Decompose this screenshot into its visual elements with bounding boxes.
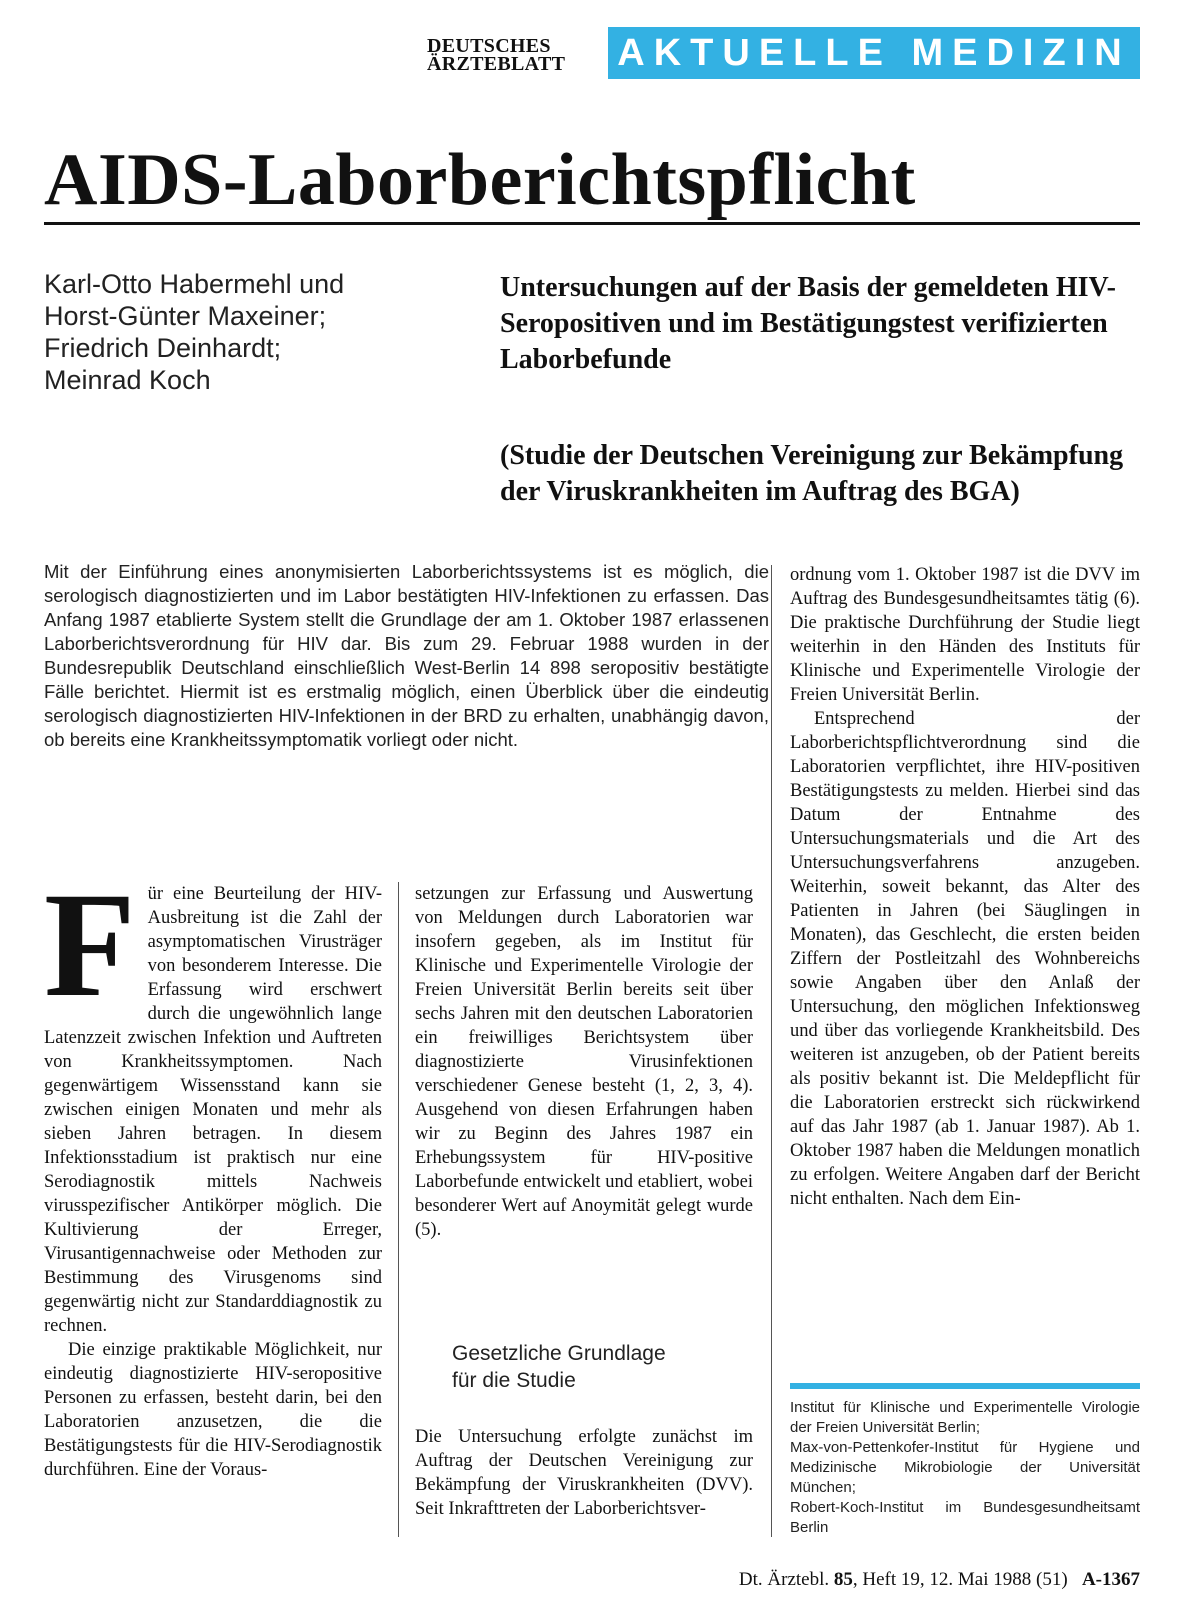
study-note: (Studie der Deutschen Vereinigung zur Bekämpfung der Viruskrankheiten im Auftrag des BGA) — [500, 440, 1124, 507]
logo-line-1: DEUTSCHES — [427, 35, 551, 57]
article-subtitle: Untersuchungen auf der Basis der gemeldeten HIV-Seropositiven und im Bestätigungstest verifizierten Laborbefunde — [500, 272, 1116, 375]
volume-number: 85 — [833, 1569, 853, 1590]
logo-line-2: ÄRZTEBLATT — [427, 53, 566, 75]
drop-cap: F — [44, 862, 136, 1028]
affiliation-item: Max-von-Pettenkofer-Institut für Hygiene und Medizinische Mikrobiologie der Universität München; — [790, 1439, 1140, 1496]
section-heading-line: für die Studie — [452, 1369, 576, 1392]
body-paragraph: Entsprechend der Laborberichtspflichtverordnung sind die Laboratorien verpflichtet, ihre HIV-positiven Bestätigungstests zu melden. Hierbei sind das Datum der Entnahme des Untersuchungsmaterials und die Art des Untersuchungsverfahrens anzugeben. Weiterhin, soweit bekannt, das Alter des Patienten in Jahren (bei Säuglingen in Monaten), das Geschlecht, die ersten beiden Ziffern der Postleitzahl des Wohnbereichs sowie Angaben über den Anlaß der Untersuchung, den möglichen Infektionsweg und über das vorliegende Krankheitsbild. Des weiteren ist anzugeben, ob der Patient bereits als positiv bekannt ist. Die Meldepflicht für die Laboratorien erstreckt sich rückwirkend auf das Jahr 1987 (ab 1. Januar 1987). Ab 1. Oktober 1987 haben die Meldungen monatlich zu erfolgen. Weitere Angaben darf der Bericht nicht enthalten. Nach dem Ein- — [790, 709, 1140, 1209]
affiliation-item: Institut für Klinische und Experimentelle Virologie der Freien Universität Berlin; — [790, 1399, 1140, 1436]
section-banner: AKTUELLE MEDIZIN — [608, 27, 1140, 79]
issue-date: , Heft 19, 12. Mai 1988 (51) — [852, 1569, 1068, 1590]
body-paragraph: ordnung vom 1. Oktober 1987 ist die DVV im Auftrag des Bundesgesundheitsamtes tätig (6). Die praktische Durchführung der Studie liegt weiterhin in den Händen des Instituts für Klinische und Experimentelle Virologie der Freien Universität Berlin. — [790, 565, 1140, 705]
journal-logo — [427, 37, 589, 73]
body-paragraph: setzungen zur Erfassung und Auswertung von Meldungen durch Laboratorien war insofern gegeben, als im Institut für Klinische und Experimentelle Virologie der Freien Universität Berlin bereits seit über sechs Jahren mit den deutschen Laboratorien ein freiwilliges Berichtsystem über diagnostizierte Virusinfektionen verschiedener Genese besteht (1, 2, 3, 4). Ausgehend von diesen Erfahrungen haben wir zu Beginn des Jahres 1987 ein Erhebungssystem für HIV-positive Laborbefunde entwickelt und etabliert, wobei besonderer Wert auf Anoymität gelegt wurde (5). — [415, 884, 753, 1240]
author-line: Karl-Otto Habermehl und — [44, 269, 345, 299]
section-heading — [452, 1340, 752, 1394]
author-line: Horst-Günter Maxeiner; — [44, 301, 327, 331]
body-paragraph — [44, 862, 382, 1338]
page-number: A-1367 — [1081, 1569, 1140, 1590]
body-column-1 — [44, 862, 382, 1482]
body-column-3 — [790, 563, 1140, 1211]
body-paragraph: Die einzige praktikable Möglichkeit, nur eindeutig diagnostizierte HIV-seropositive Personen zu erfassen, besteht darin, bei den Laboratorien anzusetzen, die die Bestätigungstests für die HIV-Serodiagnostik durchführen. Eine der Voraus- — [44, 1340, 382, 1480]
body-column-2 — [415, 882, 753, 1242]
author-line: Meinrad Koch — [44, 365, 211, 395]
article-title: AIDS-Laborberichtspflicht — [44, 139, 916, 221]
affiliation-item: Robert-Koch-Institut im Bundesgesundheitsamt Berlin — [790, 1499, 1140, 1536]
journal-name: Dt. Ärztebl. — [738, 1569, 830, 1590]
author-list — [44, 268, 444, 396]
body-column-2-continued — [415, 1425, 753, 1521]
column-divider — [398, 882, 399, 1537]
paragraph-text: ür eine Beurteilung der HIV-Ausbreitung ist die Zahl der asymptomatischen Virusträger von besonderem Interesse. Die Erfassung wird erschwert durch die ungewöhnlich lange Latenzzeit zwischen Infektion und Auftreten von Krankheitssymptomen. Nach gegenwärtigem Wissensstand kann sie zwischen einigen Monaten und mehr als sieben Jahren betragen. In diesem Infektionsstadium ist praktisch nur eine Serodiagnostik mittels Nachweis virusspezifischer Antikörper möglich. Die Kultivierung der Erreger, Virusantigennachweise oder Methoden zur Bestimmung des Virusgenoms sind gegenwärtig nicht zur Standarddiagnostik zu rechnen. — [44, 884, 382, 1336]
affiliation-rule — [790, 1383, 1140, 1389]
body-paragraph: Die Untersuchung erfolgte zunächst im Auftrag der Deutschen Vereinigung zur Bekämpfung der Viruskrankheiten (DVV). Seit Inkrafttreten der Laborberichtsver- — [415, 1427, 753, 1519]
footer-citation — [620, 1568, 1140, 1592]
affiliation-list — [790, 1398, 1140, 1538]
intro-abstract: Mit der Einführung eines anonymisierten Laborberichtssystems ist es möglich, die serologisch diagnostizierten und im Labor bestätigten HIV-Infektionen zu erfassen. Das Anfang 1987 etablierte System stellt die Grundlage der am 1. Oktober 1987 erlassenen Laborberichtsverordnung für HIV dar. Bis zum 29. Februar 1988 wurden in der Bundesrepublik Deutschland einschließlich West-Berlin 14 898 seropositiv bestätigte Fälle berichtet. Hiermit ist es erstmalig möglich, einen Überblick über die eindeutig serologisch diagnostizierten HIV-Infektionen in der BRD zu erhalten, unabhängig davon, ob bereits eine Krankheitssymptomatik vorliegt oder nicht. — [44, 561, 769, 750]
section-heading-line: Gesetzliche Grundlage — [452, 1342, 666, 1365]
title-rule — [44, 222, 1140, 225]
author-line: Friedrich Deinhardt; — [44, 333, 282, 363]
column-divider — [771, 565, 772, 1537]
